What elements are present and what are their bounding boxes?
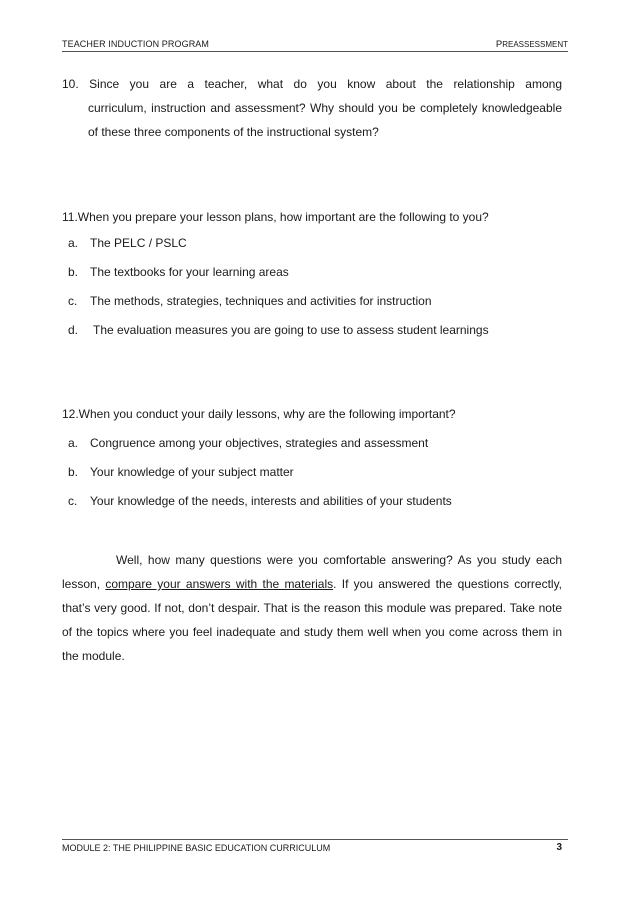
- footer-module-title: MODULE 2: THE PHILIPPINE BASIC EDUCATION CURRICULUM: [62, 843, 331, 853]
- question-10: [62, 72, 562, 144]
- underlined-instruction: compare your answers with the materials: [105, 577, 334, 591]
- question-11: 11.When you prepare your lesson plans, how important are the following to you?: [62, 210, 489, 224]
- question-10-continuation: curriculum, instruction and assessment? Why should you be completely knowledgeable of these three components of the instructional system?: [88, 101, 562, 139]
- closing-paragraph: Well, how many questions were you comfortable answering? As you study each lesson, compare your answers with the materials. If you answered the questions correctly, that’s very good. If not, don’t despair. That is the reason this module was prepared. Take note of the topics where you feel inadequate and study them well when you come across them in the module.: [62, 553, 563, 663]
- page-number: 3: [556, 842, 562, 853]
- question-12: 12.When you conduct your daily lessons, why are the following important?: [62, 407, 456, 421]
- header-section-title: PREASSESSMENT: [495, 39, 568, 50]
- page-footer: [62, 839, 568, 854]
- question-10-line-1: 10. Since you are a teacher, what do you know about the relationship among: [62, 77, 562, 91]
- page-header: [62, 39, 568, 52]
- header-program-title: TEACHER INDUCTION PROGRAM: [62, 39, 210, 49]
